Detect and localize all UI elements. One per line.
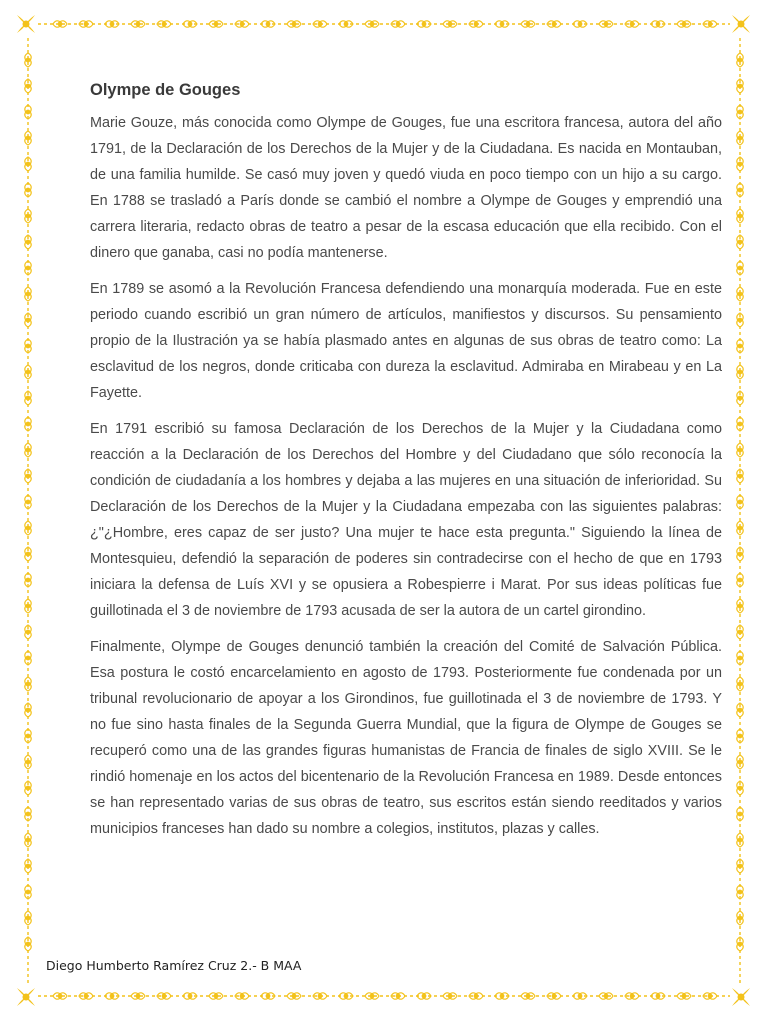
document-body xyxy=(90,78,722,852)
document-title: Olympe de Gouges xyxy=(90,81,241,99)
paragraph-1: Marie Gouze, más conocida como Olympe de Gouges, fue una escritora francesa, autora del año 1791, de la Declaración de los Derechos de la Mujer y de la Ciudadana. Es nacida en Montauban, de una familia humilde. Se casó muy joven y quedó viuda en poco tiempo con un hijo a su cargo. En 1788 se trasladó a París donde se cambió el nombre a Olympe de Gouges y emprendió una carrera literaria, redacto obras de teatro a pesar de la escasa educación que ella recibido. Con el dinero que ganaba, casi no podía mantenerse. xyxy=(90,115,722,261)
paragraph-4: Finalmente, Olympe de Gouges denunció también la creación del Comité de Salvación Pública. Esa postura le costó encarcelamiento en agosto de 1793. Posteriormente fue condenada por un tribunal revolucionario de apoyar a los Girondinos, fue guillotinada el 3 de noviembre de 1793. Y no fue sino hasta finales de la Segunda Guerra Mundial, que la figura de Olympe de Gouges se recuperó como una de las grandes figuras humanistas de Francia de finales de siglo XVIII. Se le rindió homenaje en los actos del bicentenario de la Revolución Francesa en 1989. Desde entonces se han representado varias de sus obras de teatro, sus escritos están siendo reeditados y varios municipios franceses han dado su nombre a colegios, institutos, plazas y calles. xyxy=(90,639,722,837)
paragraph-3: En 1791 escribió su famosa Declaración de los Derechos de la Mujer y la Ciudadana como reacción a la Declaración de los Derechos del Hombre y del Ciudadano que sólo reconocía la condición de ciudadanía a los hombres y dejaba a las mujeres en una situación de inferioridad. Su Declaración de los Derechos de la Mujer y la Ciudadana empezaba con las siguientes palabras: ¿"¿Hombre, eres capaz de ser justo? Una mujer te hace esta pregunta." Siguiendo la línea de Montesquieu, defendió la separación de poderes sin contradecirse con el hecho de que en 1793 iniciara la defensa de Luís XVI y se opusiera a Robespierre i Marat. Por sus ideas políticas fue guillotinada el 3 de noviembre de 1793 acusada de ser la autora de un cartel girondino. xyxy=(90,421,722,619)
author-footer: Diego Humberto Ramírez Cruz 2.- B MAA xyxy=(46,958,302,973)
paragraph-2: En 1789 se asomó a la Revolución Francesa defendiendo una monarquía moderada. Fue en este periodo cuando escribió un gran número de artículos, manifiestos y discursos. Su pensamiento propio de la Ilustración ya se había plasmado antes en algunas de sus obras de teatro como: La esclavitud de los negros, donde criticaba con dureza la esclavitud. Admiraba en Mirabeau y en La Fayette. xyxy=(90,281,722,401)
